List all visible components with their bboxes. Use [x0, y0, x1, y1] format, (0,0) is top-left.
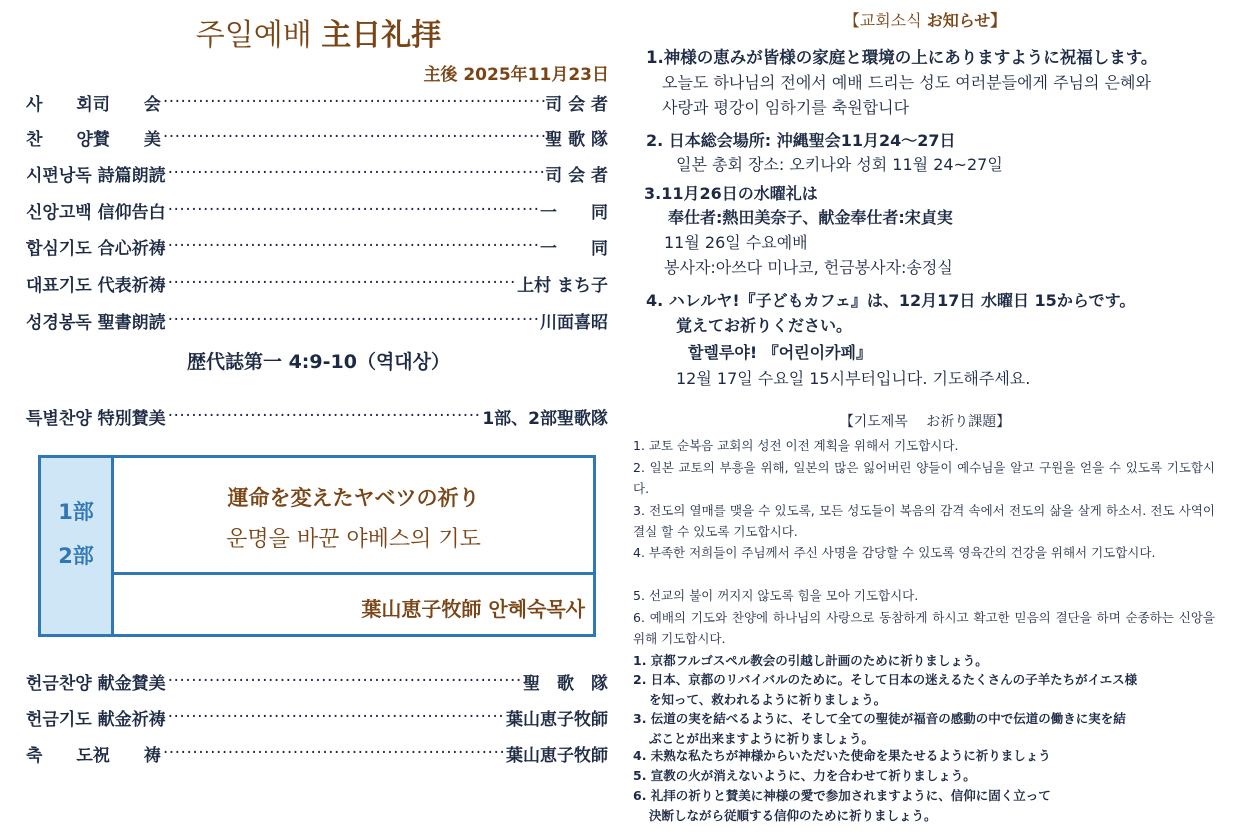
order-row-host	[26, 88, 608, 116]
order-value: 聖 歌 隊	[545, 129, 608, 150]
news-line: 봉사자:아쓰다 미나코, 헌금봉사자:송정실	[664, 258, 953, 277]
service-date: 主後 2025年11月23日	[423, 65, 609, 85]
news-line: 11월 26일 수요예배	[664, 233, 808, 252]
news-line: 2. 日本総会場所: 沖縄聖会11月24～27日	[646, 131, 956, 150]
order-value: 司 会 者	[545, 94, 608, 115]
page-title	[26, 10, 611, 54]
order-row-offering-prayer	[26, 703, 608, 731]
prayer-item-japanese	[633, 651, 1215, 671]
leader-dots	[161, 127, 545, 147]
order-value: 司 会 者	[545, 165, 608, 186]
prayer-line: 1. 京都フルゴスペル教会の引越し計画のために祈りましょう。	[633, 653, 988, 668]
news-line: 3.11月26日の水曜礼は	[644, 184, 818, 203]
prayer-line-continued: ぶことが出来ますように祈りましょう。	[649, 731, 875, 746]
news-line: 12월 17일 수요일 15시부터입니다. 기도해주세요.	[676, 369, 1031, 388]
order-label: 합심기도 合心祈祷	[26, 238, 166, 259]
order-row-scripture-reading	[26, 306, 608, 334]
leader-dots	[166, 200, 540, 220]
order-value: 聖 歌 隊	[523, 673, 608, 694]
news-line: 사랑과 평강이 임하기를 축원합니다	[662, 98, 910, 117]
prayer-line: 3. 伝道の実を結べるように、そして全ての聖徒が福音の感動の中で伝道の働きに実を結	[633, 711, 1126, 726]
news-heading-korean: 【교회소식	[843, 11, 922, 30]
prayer-item-korean: 3. 전도의 열매를 맺을 수 있도록, 모든 성도들이 복음의 감격 속에서 전도의 삶을 살게 하소서. 전도 사역이 결실 할 수 있도록 기도합시다.	[633, 503, 1215, 539]
order-label: 헌금찬양 献金賛美	[26, 673, 166, 694]
news-heading	[630, 8, 1220, 31]
order-row-psalm	[26, 159, 608, 187]
leader-dots	[166, 273, 517, 293]
order-label: 사 회司 会	[26, 94, 161, 115]
leader-dots	[161, 92, 545, 112]
news-line: 1.神様の恵みが皆様の家庭と環境の上にありますように祝福します。	[646, 48, 1158, 67]
order-label: 시편낭독 詩篇朗読	[26, 165, 166, 186]
prayer-item-japanese	[633, 670, 1215, 710]
prayer-heading: 【기도제목 お祈り課題】	[839, 414, 1011, 430]
order-label: 대표기도 代表祈祷	[26, 275, 166, 296]
sermon-title-korean: 운명을 바꾼 야베스의 기도	[226, 527, 481, 552]
leader-dots	[166, 671, 523, 691]
part-label: 2部	[58, 544, 94, 568]
leader-dots	[166, 310, 540, 330]
prayer-item-japanese	[633, 786, 1215, 826]
order-value: 川面喜昭	[540, 312, 608, 333]
leader-dots	[166, 707, 506, 727]
part-label: 1部	[58, 500, 94, 524]
order-value: 葉山恵子牧師	[506, 709, 608, 730]
announcements-panel	[630, 0, 1220, 833]
sermon-parts	[41, 458, 114, 634]
order-row-praise	[26, 123, 608, 151]
leader-dots	[166, 236, 540, 256]
leader-dots	[166, 406, 483, 426]
prayer-item-japanese	[633, 746, 1215, 766]
prayer-item-korean: 2. 일본 교토의 부흥을 위해, 일본의 많은 잃어버린 양들이 예수님을 알고 구원을 얻을 수 있도록 기도합시다.	[633, 460, 1215, 496]
order-value: 一 同	[540, 202, 608, 223]
prayer-item-korean: 1. 교토 순복음 교회의 성전 이전 계획을 위해서 기도합시다.	[633, 438, 959, 453]
prayer-line-continued: 決断しながら従順する信仰のために祈りましょう。	[649, 808, 937, 823]
news-line: 오늘도 하나님의 전에서 예배 드리는 성도 여러분들에게 주님의 은혜와	[662, 73, 1151, 92]
order-row-benediction	[26, 739, 608, 767]
worship-order-panel	[26, 0, 611, 833]
order-row-creed	[26, 196, 608, 224]
order-label: 헌금기도 献金祈祷	[26, 709, 166, 730]
prayer-item-korean: 4. 부족한 저희들이 주님께서 주신 사명을 감당할 수 있도록 영육간의 건강을 위해서 기도합시다.	[633, 545, 1156, 560]
prayer-item-korean: 6. 예배의 기도와 찬양에 하나님의 사랑으로 동참하게 하시고 확고한 믿음의 결단을 하며 순종하는 신앙을 위해 기도합시다.	[633, 610, 1215, 646]
leader-dots	[161, 743, 506, 763]
order-row-offering-praise	[26, 667, 608, 695]
sermon-divider	[114, 572, 593, 575]
prayer-line: 6. 礼拝の祈りと賛美に神様の愛で参加されますように、信仰に固く立って	[633, 788, 1051, 803]
news-heading-japanese: お知らせ】	[926, 11, 1007, 30]
order-row-representative-prayer	[26, 269, 608, 297]
order-label: 찬 양賛 美	[26, 129, 161, 150]
news-line: 4. ハレルヤ!『子どもカフェ』は、12月17日 水曜日 15からです。	[646, 291, 1136, 310]
prayer-item-japanese	[633, 766, 1215, 786]
order-value: 一 同	[540, 238, 608, 259]
prayer-line: 4. 未熟な私たちが神様からいただいた使命を果たせるように祈りましょう	[633, 748, 1051, 763]
scripture-reference: 歴代誌第一 4:9-10（역대상）	[186, 351, 451, 373]
order-row-united-prayer	[26, 232, 608, 260]
prayer-item-korean: 5. 선교의 불이 꺼지지 않도록 힘을 모아 기도합시다.	[633, 588, 919, 603]
news-line: 할렐루야! 『어린이카페』	[688, 343, 872, 362]
sermon-preacher: 葉山恵子牧師 안혜숙목사	[361, 597, 585, 621]
order-value: 葉山恵子牧師	[506, 745, 608, 766]
order-label: 축 도祝 祷	[26, 745, 161, 766]
order-value: 上村 まち子	[517, 275, 608, 296]
leader-dots	[166, 163, 546, 183]
order-label: 성경봉독 聖書朗読	[26, 312, 166, 333]
prayer-line-continued: を知って、救われるように祈りましょう。	[649, 692, 887, 707]
order-row-special-praise	[26, 402, 608, 430]
news-line: 覚えてお祈りください。	[676, 316, 853, 335]
prayer-item-japanese	[633, 709, 1215, 749]
sermon-title-japanese: 運命を変えたヤベツの祈り	[227, 486, 480, 510]
title-korean: 주일예배	[195, 18, 312, 53]
order-value: 1部、2部聖歌隊	[482, 408, 608, 429]
title-japanese: 主日礼拝	[321, 18, 442, 53]
order-label: 신앙고백 信仰告白	[26, 202, 166, 223]
order-label: 특별찬양 特別賛美	[26, 408, 166, 429]
news-line: 일본 총회 장소: 오키나와 성회 11월 24~27일	[676, 155, 1003, 174]
prayer-line: 2. 日本、京都のリバイバルのために。そして日本の迷えるたくさんの子羊たちがイエス様	[633, 672, 1138, 687]
news-line: 奉仕者:熱田美奈子、献金奉仕者:宋貞実	[668, 208, 953, 227]
sermon-box	[38, 455, 596, 637]
prayer-line: 5. 宣教の火が消えないように、力を合わせて祈りましょう。	[633, 768, 976, 783]
